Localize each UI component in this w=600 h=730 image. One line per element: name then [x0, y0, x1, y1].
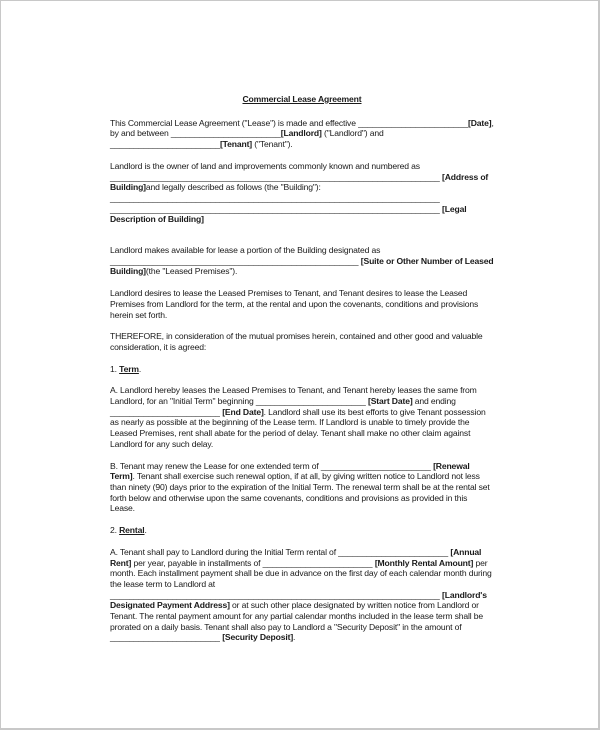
date-placeholder: [Date]: [468, 117, 492, 128]
landlord-placeholder: [Landlord]: [280, 128, 322, 139]
renewal-blank: _______________________: [320, 460, 431, 471]
intro-text-1: This Commercial Lease Agreement ("Lease") is made and effective: [110, 117, 359, 128]
premises-text-2: (the "Leased Premises").: [145, 266, 238, 277]
therefore-paragraph: THEREFORE, in consideration of the mutual promises herein, contained and other good and valuable consideration, it is agreed:: [110, 331, 483, 352]
document-title: Commercial Lease Agreement: [242, 94, 362, 104]
section-rental-number: 2.: [110, 525, 120, 536]
document-body: [110, 94, 494, 654]
legal-blank-2: _____________________________________________________________________: [110, 203, 440, 214]
intro-text-3: ("Landlord") and: [321, 128, 384, 139]
security-deposit-placeholder: [Security Deposit]: [222, 632, 294, 643]
building-text-2: and legally described as follows (the "Building"):: [145, 182, 321, 193]
term-a-text-3: . Landlord shall use its best efforts to give Tenant possession as nearly as possible at the beginning of the Lease term. If Landlord is unable to timely provide the Leased Premises, rent shall abate for the period of delay. Tenant shall make no other claim against Landlord for any such delay.: [110, 406, 486, 449]
intro-text-4: ("Tenant").: [252, 139, 293, 150]
section-term-period: .: [138, 363, 142, 374]
section-rental-heading: [110, 525, 494, 536]
term-b-text-1: B. Tenant may renew the Lease for one extended term of: [110, 460, 321, 471]
section-rental-period: .: [144, 525, 147, 536]
address-blank: _____________________________________________________________________: [110, 171, 440, 182]
rental-a-text-3: per month. Each installment payment shall be due in advance on the first day of each calendar month during the lease term to Landlord at: [110, 557, 492, 589]
monthly-rent-blank: _______________________: [262, 557, 373, 568]
legal-placeholder: [Legal Description of Building]: [110, 203, 467, 225]
building-text-1: Landlord is the owner of land and improvements commonly known and numbered as: [110, 160, 420, 171]
start-date-placeholder: [Start Date]: [368, 396, 413, 407]
rental-a-text-4: or at such other place designated by written notice from Landlord or Tenant. The rental payment amount for any partial calendar months included in the lease term shall be prorated on a daily basis. Tenant shall also pay to Landlord a "Security Deposit" in the amount of: [110, 600, 484, 632]
end-date-blank: _______________________: [110, 406, 220, 417]
rental-a-text-5: .: [293, 632, 296, 643]
monthly-rent-placeholder: [Monthly Rental Amount]: [374, 557, 474, 568]
building-paragraph: [110, 161, 494, 225]
rental-clause-a: [110, 547, 494, 643]
intro-text-2: , by and between: [110, 117, 494, 139]
section-term-title: Term: [119, 363, 139, 374]
payment-address-placeholder: [Landlord's Designated Payment Address]: [110, 589, 487, 611]
premises-paragraph: [110, 245, 494, 277]
section-rental-title: Rental: [119, 525, 145, 536]
term-a-text-2: and ending: [412, 396, 456, 407]
address-placeholder: [Address of Building]: [110, 171, 489, 193]
suite-blank: ____________________________________________________: [110, 255, 359, 266]
rental-a-text-2: per year, payable in installments of: [131, 557, 263, 568]
intro-paragraph: [110, 118, 494, 150]
legal-blank-1: _____________________________________________________________________: [110, 192, 440, 203]
annual-rent-placeholder: [Annual Rent]: [110, 546, 482, 568]
section-term-number: 1.: [110, 363, 120, 374]
term-a-text-1: A. Landlord hereby leases the Leased Premises to Tenant, and Tenant hereby leases the same from Landlord, for an "Initial Term" beginning: [110, 385, 477, 407]
tenant-placeholder: [Tenant]: [219, 139, 252, 150]
security-deposit-blank: _______________________: [110, 632, 220, 643]
payment-address-blank: _____________________________________________________________________: [110, 589, 440, 600]
term-b-text-2: . Tenant shall exercise such renewal option, if at all, by giving written notice to Landlord not less than ninety (90) days prior to the expiration of the Initial Term. The renewal term shall be at the rental set forth below and otherwise upon the same covenants, conditions and provisions as provided in this Lease.: [110, 471, 490, 514]
landlord-blank: _______________________: [170, 128, 281, 139]
term-clause-a: [110, 385, 494, 449]
date-blank: _______________________: [358, 117, 469, 128]
section-term-heading: [110, 364, 494, 375]
start-date-blank: _______________________: [255, 396, 366, 407]
premises-text-1: Landlord makes available for lease a portion of the Building designated as: [110, 245, 381, 256]
end-date-placeholder: [End Date]: [222, 406, 264, 417]
tenant-blank: _______________________: [110, 139, 220, 150]
annual-rent-blank: _______________________: [338, 546, 449, 557]
desire-paragraph: Landlord desires to lease the Leased Premises to Tenant, and Tenant desires to lease the Leased Premises from Landlord for the term, at the rental and upon the covenants, conditions and provisions herein set forth.: [110, 288, 479, 320]
term-clause-b: [110, 461, 494, 515]
suite-placeholder: [Suite or Other Number of Leased Building]: [110, 255, 494, 277]
rental-a-text-1: A. Tenant shall pay to Landlord during the Initial Term rental of: [110, 546, 339, 557]
renewal-placeholder: [Renewal Term]: [110, 460, 470, 482]
